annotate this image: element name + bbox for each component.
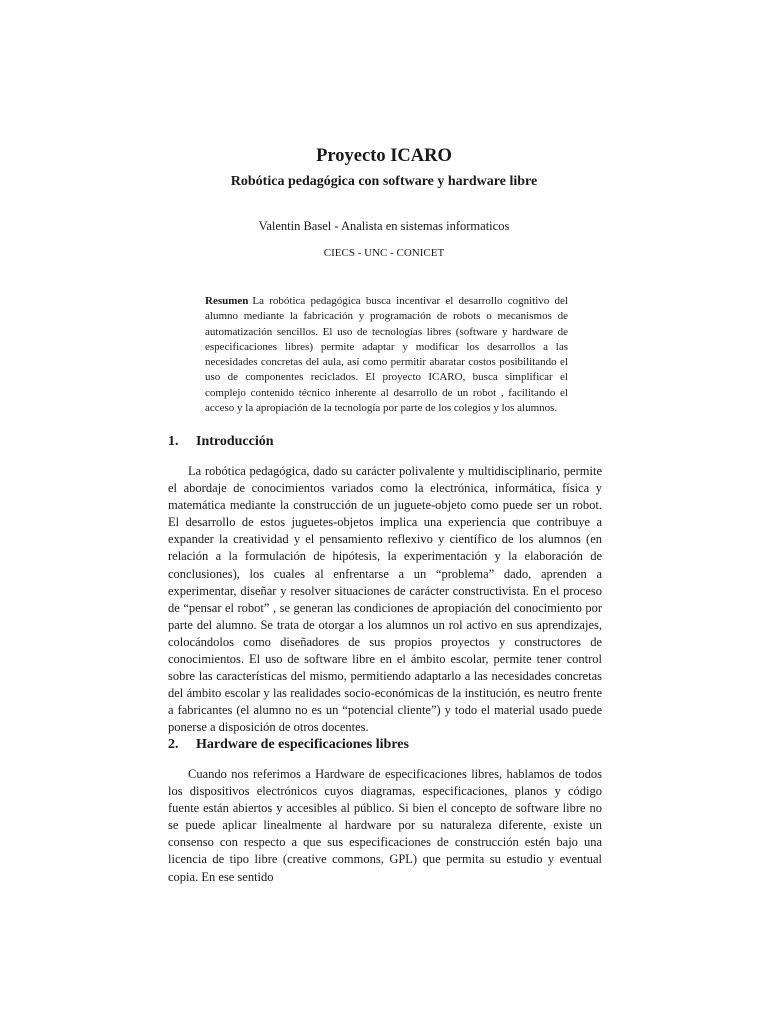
section-heading-introduccion xyxy=(168,433,274,451)
affiliation-line: CIECS - UNC - CONICET xyxy=(323,247,445,259)
section-number: 2. xyxy=(168,737,179,752)
abstract xyxy=(205,294,568,416)
paper-title: Proyecto ICARO xyxy=(316,146,452,166)
section-number: 1. xyxy=(168,434,179,449)
abstract-text: La robótica pedagógica busca incentivar el desarrollo cognitivo del alumno mediante la fabricación y programación de robots o mecanismos de automatización sencillos. El uso de tecnologías libres (software y hardware de especificaciones libres) permite adaptar y modificar los desarrollos a las necesidades concretas del aula, así como permitir abaratar costos posibilitando el uso de componentes reciclados. El proyecto ICARO, busca simplificar el complejo contenido técnico inherente al desarrollo de un robot , facilitando el acceso y la apropiación de la tecnología por parte de los colegios y los alumnos. xyxy=(205,295,568,415)
section-heading-hardware xyxy=(168,736,409,754)
section-paragraph-hardware: Cuando nos referimos a Hardware de especificaciones libres, hablamos de todos los dispositivos electrónicos cuyos diagramas, especificaciones, planos y código fuente están abiertos y accesibles al público. Si bien el concepto de software libre no se puede aplicar linealmente al hardware por su naturaleza diferente, existe un consenso con respecto a que sus especificaciones de construcción estén bajo una licencia de tipo libre (creative commons, GPL) que permita su estudio y eventual copia. En ese sentido xyxy=(168,767,602,884)
section-paragraph-introduccion: La robótica pedagógica, dado su carácter polivalente y multidisciplinario, permite el abordaje de conocimientos variados como la electrónica, informática, física y matemática mediante la construcción de un juguete-objeto como puede ser un robot. El desarrollo de estos juguetes-objetos implica una experiencia que contribuye a expander la creatividad y el pensamiento reflexivo y científico de los alumnos (en relación a la formulación de hipótesis, la experimentación y la elaboración de conclusiones), los cuales al enfrentarse a un “problema” dado, aprenden a experimentar, diseñar y resolver situaciones de carácter constructivista. En el proceso de “pensar el robot” , se generan las condiciones de apropiación del conocimiento por parte del alumno. Se trata de otorgar a los alumnos un rol activo en sus aprendizajes, colocándolos como diseñadores de sus propios proyectos y constructores de conocimientos. El uso de software libre en el ámbito escolar, permite tener control sobre las características del mismo, permitiendo adaptarlo a las necesidades concretas del ámbito escolar y las realidades socio-económicas de la institución, es neutro frente a fabricantes (el alumno no es un “potencial cliente”) y todo el material usado puede ponerse a disposición de otros docentes. xyxy=(168,464,602,735)
section-title: Hardware de especificaciones libres xyxy=(196,737,409,752)
section-title: Introducción xyxy=(196,434,274,449)
paper-subtitle: Robótica pedagógica con software y hardware libre xyxy=(230,174,538,189)
abstract-label: Resumen xyxy=(205,295,249,307)
author-line: Valentin Basel - Analista en sistemas informaticos xyxy=(258,219,510,233)
